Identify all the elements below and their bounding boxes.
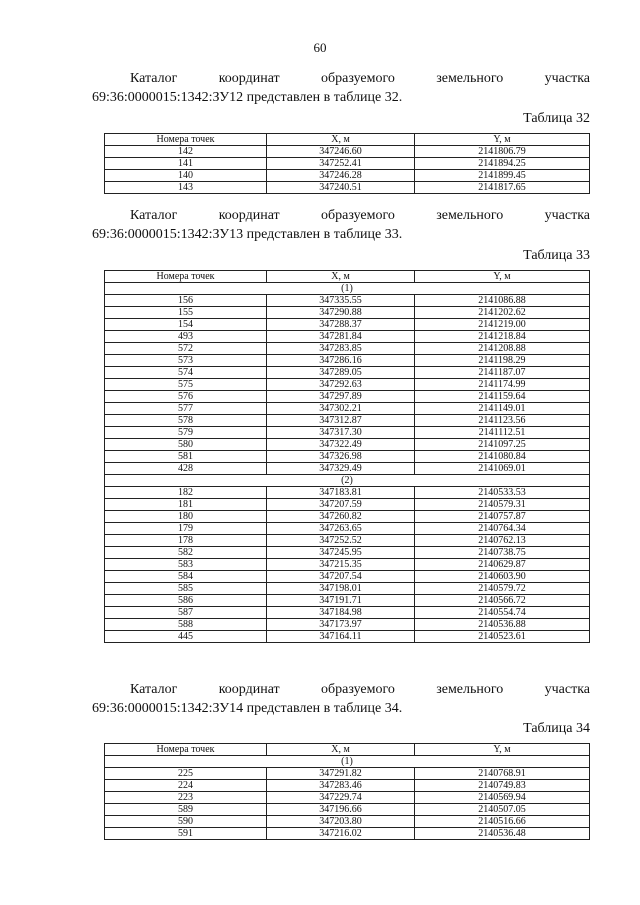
point-number: 493: [105, 331, 267, 343]
x-coordinate: 347326.98: [267, 451, 415, 463]
y-coordinate: 2140516.66: [415, 816, 590, 828]
group-label: (2): [105, 475, 590, 487]
x-coordinate: 347240.51: [267, 182, 415, 194]
coordinates-table: [104, 743, 590, 840]
table-row: [105, 780, 590, 792]
table-row: [105, 499, 590, 511]
x-coordinate: 347297.89: [267, 391, 415, 403]
point-number: 584: [105, 571, 267, 583]
y-coordinate: 2140579.31: [415, 499, 590, 511]
x-coordinate: 347203.80: [267, 816, 415, 828]
y-coordinate: 2140762.13: [415, 535, 590, 547]
table-row: [105, 816, 590, 828]
y-coordinate: 2141894.25: [415, 158, 590, 170]
table-row: [105, 319, 590, 331]
point-number: 587: [105, 607, 267, 619]
x-coordinate: 347312.87: [267, 415, 415, 427]
x-coordinate: 347198.01: [267, 583, 415, 595]
column-header: Y, м: [415, 271, 590, 283]
y-coordinate: 2141198.29: [415, 355, 590, 367]
y-coordinate: 2140507.05: [415, 804, 590, 816]
point-number: 579: [105, 427, 267, 439]
point-number: 573: [105, 355, 267, 367]
y-coordinate: 2141219.00: [415, 319, 590, 331]
point-number: 223: [105, 792, 267, 804]
table-row: [105, 523, 590, 535]
table-caption: Таблица 33: [523, 248, 590, 263]
group-label: (1): [105, 756, 590, 768]
table-row: [105, 170, 590, 182]
y-coordinate: 2141086.88: [415, 295, 590, 307]
x-coordinate: 347196.66: [267, 804, 415, 816]
point-number: 575: [105, 379, 267, 391]
y-coordinate: 2141202.62: [415, 307, 590, 319]
point-number: 141: [105, 158, 267, 170]
table-row: [105, 595, 590, 607]
table-row: [105, 343, 590, 355]
table-row: [105, 631, 590, 643]
table-row: [105, 487, 590, 499]
x-coordinate: 347184.98: [267, 607, 415, 619]
x-coordinate: 347215.35: [267, 559, 415, 571]
point-number: 591: [105, 828, 267, 840]
x-coordinate: 347229.74: [267, 792, 415, 804]
point-number: 572: [105, 343, 267, 355]
table-row: [105, 391, 590, 403]
point-number: 583: [105, 559, 267, 571]
table-row: [105, 379, 590, 391]
point-number: 156: [105, 295, 267, 307]
y-coordinate: 2140554.74: [415, 607, 590, 619]
table-row: [105, 367, 590, 379]
x-coordinate: 347281.84: [267, 331, 415, 343]
paragraph-zu14: [92, 680, 590, 718]
x-coordinate: 347207.59: [267, 499, 415, 511]
x-coordinate: 347246.28: [267, 170, 415, 182]
y-coordinate: 2140764.34: [415, 523, 590, 535]
table-row: [105, 768, 590, 780]
paragraph-line: 69:36:0000015:1342:ЗУ12 представлен в таблице 32.: [92, 90, 403, 105]
group-label-row: [105, 756, 590, 768]
x-coordinate: 347290.88: [267, 307, 415, 319]
column-header: Y, м: [415, 134, 590, 146]
x-coordinate: 347322.49: [267, 439, 415, 451]
point-number: 180: [105, 511, 267, 523]
paragraph-line: 69:36:0000015:1342:ЗУ13 представлен в таблице 33.: [92, 227, 403, 242]
table-row: [105, 619, 590, 631]
y-coordinate: 2140579.72: [415, 583, 590, 595]
y-coordinate: 2140523.61: [415, 631, 590, 643]
column-header: X, м: [267, 134, 415, 146]
table-row: [105, 451, 590, 463]
table-row: [105, 146, 590, 158]
point-number: 577: [105, 403, 267, 415]
group-label-row: [105, 475, 590, 487]
y-coordinate: 2140536.88: [415, 619, 590, 631]
table-caption: Таблица 32: [523, 111, 590, 126]
table-header-row: [105, 271, 590, 283]
point-number: 142: [105, 146, 267, 158]
x-coordinate: 347317.30: [267, 427, 415, 439]
table-row: [105, 307, 590, 319]
point-number: 586: [105, 595, 267, 607]
x-coordinate: 347173.97: [267, 619, 415, 631]
column-header: Номера точек: [105, 271, 267, 283]
x-coordinate: 347164.11: [267, 631, 415, 643]
x-coordinate: 347263.65: [267, 523, 415, 535]
point-number: 428: [105, 463, 267, 475]
point-number: 576: [105, 391, 267, 403]
y-coordinate: 2140738.75: [415, 547, 590, 559]
y-coordinate: 2141899.45: [415, 170, 590, 182]
x-coordinate: 347292.63: [267, 379, 415, 391]
point-number: 590: [105, 816, 267, 828]
table-row: [105, 403, 590, 415]
column-header: Y, м: [415, 744, 590, 756]
paragraph-zu13: [92, 206, 590, 244]
table-caption: Таблица 34: [523, 721, 590, 736]
point-number: 580: [105, 439, 267, 451]
column-header: Номера точек: [105, 134, 267, 146]
table-row: [105, 158, 590, 170]
y-coordinate: 2140533.53: [415, 487, 590, 499]
y-coordinate: 2141174.99: [415, 379, 590, 391]
y-coordinate: 2141806.79: [415, 146, 590, 158]
x-coordinate: 347260.82: [267, 511, 415, 523]
table-row: [105, 355, 590, 367]
y-coordinate: 2141112.51: [415, 427, 590, 439]
point-number: 154: [105, 319, 267, 331]
point-number: 585: [105, 583, 267, 595]
point-number: 582: [105, 547, 267, 559]
y-coordinate: 2141080.84: [415, 451, 590, 463]
table-row: [105, 463, 590, 475]
point-number: 182: [105, 487, 267, 499]
y-coordinate: 2140629.87: [415, 559, 590, 571]
table-row: [105, 511, 590, 523]
table-row: [105, 439, 590, 451]
x-coordinate: 347291.82: [267, 768, 415, 780]
y-coordinate: 2140566.72: [415, 595, 590, 607]
x-coordinate: 347246.60: [267, 146, 415, 158]
column-header: X, м: [267, 271, 415, 283]
point-number: 578: [105, 415, 267, 427]
paragraph-line: Каталог координат образуемого земельного участка: [130, 208, 590, 223]
y-coordinate: 2141069.01: [415, 463, 590, 475]
point-number: 178: [105, 535, 267, 547]
paragraph-zu12: [92, 69, 590, 107]
page-number: 60: [313, 40, 327, 55]
x-coordinate: 347283.85: [267, 343, 415, 355]
y-coordinate: 2141123.56: [415, 415, 590, 427]
x-coordinate: 347286.16: [267, 355, 415, 367]
x-coordinate: 347288.37: [267, 319, 415, 331]
y-coordinate: 2141208.88: [415, 343, 590, 355]
x-coordinate: 347216.02: [267, 828, 415, 840]
y-coordinate: 2141149.01: [415, 403, 590, 415]
column-header: X, м: [267, 744, 415, 756]
table-header-row: [105, 134, 590, 146]
table-row: [105, 792, 590, 804]
y-coordinate: 2141159.64: [415, 391, 590, 403]
point-number: 581: [105, 451, 267, 463]
y-coordinate: 2141817.65: [415, 182, 590, 194]
point-number: 224: [105, 780, 267, 792]
point-number: 143: [105, 182, 267, 194]
x-coordinate: 347289.05: [267, 367, 415, 379]
column-header: Номера точек: [105, 744, 267, 756]
table-row: [105, 547, 590, 559]
table-row: [105, 415, 590, 427]
table-row: [105, 607, 590, 619]
table-row: [105, 427, 590, 439]
x-coordinate: 347283.46: [267, 780, 415, 792]
table-row: [105, 295, 590, 307]
x-coordinate: 347191.71: [267, 595, 415, 607]
group-label-row: [105, 283, 590, 295]
y-coordinate: 2141187.07: [415, 367, 590, 379]
table-row: [105, 559, 590, 571]
point-number: 589: [105, 804, 267, 816]
point-number: 574: [105, 367, 267, 379]
table-row: [105, 828, 590, 840]
point-number: 225: [105, 768, 267, 780]
point-number: 179: [105, 523, 267, 535]
x-coordinate: 347207.54: [267, 571, 415, 583]
y-coordinate: 2140768.91: [415, 768, 590, 780]
x-coordinate: 347252.52: [267, 535, 415, 547]
x-coordinate: 347245.95: [267, 547, 415, 559]
point-number: 588: [105, 619, 267, 631]
paragraph-line: 69:36:0000015:1342:ЗУ14 представлен в таблице 34.: [92, 701, 403, 716]
group-label: (1): [105, 283, 590, 295]
point-number: 140: [105, 170, 267, 182]
x-coordinate: 347335.55: [267, 295, 415, 307]
point-number: 155: [105, 307, 267, 319]
coordinates-table: [104, 133, 590, 194]
table-header-row: [105, 744, 590, 756]
y-coordinate: 2141097.25: [415, 439, 590, 451]
y-coordinate: 2140749.83: [415, 780, 590, 792]
y-coordinate: 2141218.84: [415, 331, 590, 343]
y-coordinate: 2140569.94: [415, 792, 590, 804]
x-coordinate: 347252.41: [267, 158, 415, 170]
x-coordinate: 347183.81: [267, 487, 415, 499]
paragraph-line: Каталог координат образуемого земельного участка: [130, 71, 590, 86]
y-coordinate: 2140536.48: [415, 828, 590, 840]
y-coordinate: 2140603.90: [415, 571, 590, 583]
table-row: [105, 583, 590, 595]
table-row: [105, 571, 590, 583]
table-row: [105, 804, 590, 816]
x-coordinate: 347302.21: [267, 403, 415, 415]
table-row: [105, 182, 590, 194]
paragraph-line: Каталог координат образуемого земельного участка: [130, 682, 590, 697]
point-number: 181: [105, 499, 267, 511]
table-row: [105, 535, 590, 547]
coordinates-table: [104, 270, 590, 643]
x-coordinate: 347329.49: [267, 463, 415, 475]
table-row: [105, 331, 590, 343]
point-number: 445: [105, 631, 267, 643]
y-coordinate: 2140757.87: [415, 511, 590, 523]
